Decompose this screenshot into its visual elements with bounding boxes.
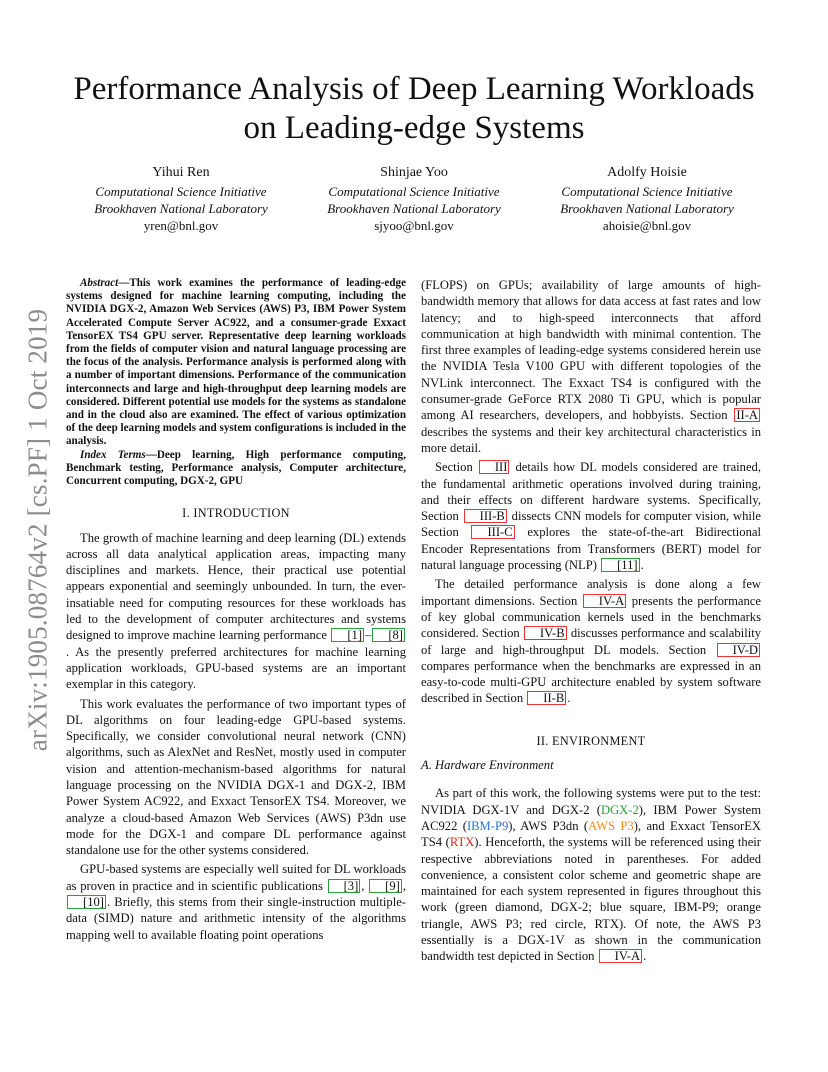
abstract-label: Abstract: [80, 277, 119, 289]
author-institution: Brookhaven National Laboratory: [560, 201, 734, 216]
left-column: [66, 277, 406, 946]
citation-link[interactable]: [8]: [372, 628, 405, 642]
author-name: Adolfy Hoisie: [607, 165, 687, 180]
intro-paragraph-2: This work evaluates the performance of two important types of DL algorithms on four leading-edge GPU-based systems. Specifically, we consider convolutional neural network (CNN) algorithms, such as AlexNet and ResNet, mostly used in computer vision and attention-mechanism-based algorithms for natural language processing on the NVIDIA DGX-1 and DGX-2, IBM Power System AC922, and Exxact TensorEX TS4. Moreover, we analyze a cloud-based Amazon Web Services (AWS) P3dn use mode for the DGX-1 and compare DL performance against standalone use for the other systems considered.: [66, 696, 406, 858]
right-column: [421, 277, 761, 968]
intro-paragraph-5: [421, 576, 761, 706]
text-run: ), IBM Power System AC922 (: [421, 802, 761, 833]
section-link[interactable]: II-B: [527, 691, 566, 705]
author-affiliation: Computational Science Initiative: [561, 184, 733, 199]
section-link[interactable]: III: [479, 460, 510, 474]
author-affiliation: Computational Science Initiative: [328, 184, 500, 199]
environment-paragraph-1: [421, 785, 761, 964]
text-run: .: [640, 558, 644, 573]
system-label-aws-p3: AWS P3: [588, 818, 634, 833]
text-run: dissects CNN models for computer vision, while Section: [421, 509, 761, 540]
citation-link[interactable]: [11]: [601, 558, 640, 572]
section-link[interactable]: IV-A: [599, 949, 642, 963]
author-3: [532, 164, 762, 234]
text-run: Section: [435, 460, 478, 475]
text-run: ,: [402, 878, 406, 893]
citation-link[interactable]: [9]: [369, 879, 402, 893]
subsection-heading-hardware: A. Hardware Environment: [421, 758, 554, 773]
section-link[interactable]: IV-A: [583, 594, 626, 608]
title-line-2: on Leading-edge Systems: [243, 110, 585, 146]
author-name: Yihui Ren: [152, 165, 210, 180]
abstract-text: —This work examines the performance of leading-edge systems designed for machine learning computing, including the NVIDIA DGX-2, Amazon Web Services (AWS) P3, IBM Power System Accelerated Compute Server AC922, and a consumer-grade Exxact TensorEX TS4 GPU server. Representative deep learning workloads from the fields of computer vision and natural language processing are the focus of the analysis. Performance analysis is performed along with a number of important dimensions. Performance of the communication interconnects and large and high-throughput deep learning models are considered. Different potential use models for the systems as standalone and in the cloud also are examined. The effect of various optimization of the deep learning models and system configurations is included in the analysis.: [66, 277, 406, 448]
author-1: [66, 164, 296, 234]
index-terms: [66, 449, 406, 489]
text-run: The growth of machine learning and deep learning (DL) extends across all data analytical application areas, impacting many disciplines and markets. Hence, their practical use potential appears exponential and seemingly unbounded. In turn, the ever-insatiable need for computing resources for these workloads has led to the development of computer architectures and systems designed to improve machine learning performance: [66, 530, 406, 643]
paper-title: [40, 70, 788, 148]
section-link[interactable]: II-A: [736, 408, 758, 423]
system-label-ibm-p9: IBM-P9: [466, 818, 509, 833]
text-run: (FLOPS) on GPUs; availability of large amounts of high-bandwidth memory that allows for data access at fast rates and low latency; and to high-speed interconnects that afford communication at high bandwidth with minimal contention. The first three examples of leading-edge systems considered herein use the NVIDIA Tesla V100 GPU with different topologies of the NVLink interconnect. The Exxact TS4 is configured with the consumer-grade GeForce RTX 2080 Ti GPU, which is popular among AI researchers, developers, and hobbyists. Section: [421, 278, 761, 423]
text-run: ), and Exxact TensorEX TS4 (: [421, 818, 761, 850]
system-label-rtx: RTX: [449, 835, 475, 850]
author-email[interactable]: sjyoo@bnl.gov: [374, 218, 454, 233]
section-link[interactable]: IV-B: [524, 626, 567, 640]
title-line-1: Performance Analysis of Deep Learning Workloads: [73, 71, 755, 107]
intro-paragraph-3: [66, 861, 406, 942]
text-run: presents the performance of key global communication kernels used in the benchmarks considered. Section: [421, 593, 761, 641]
text-run: compares performance when the benchmarks are expressed in an easy-to-code multi-GPU architecture enabled by system software described in Section: [421, 658, 761, 706]
section-link[interactable]: III-C: [471, 525, 514, 539]
abstract: [66, 277, 406, 449]
index-terms-text: —Deep learning, High performance computing, Benchmark testing, Performance analysis, Computer architecture, Concurrent computing, DGX-2, GPU: [66, 448, 406, 488]
citation-link[interactable]: [3]: [328, 879, 361, 893]
author-email[interactable]: ahoisie@bnl.gov: [602, 218, 692, 233]
text-run: . As the presently preferred architectures for machine learning application workloads, GPU-based systems are an important exemplar in this category.: [66, 644, 406, 692]
section-heading-environment: II. ENVIRONMENT: [536, 733, 646, 748]
intro-paragraph-3-continued: [421, 277, 761, 456]
intro-paragraph-1: [66, 530, 406, 693]
text-run: GPU-based systems are especially well suited for DL workloads as proven in practice and in scientific publications: [66, 862, 406, 893]
arxiv-identifier-text: arXiv:1905.08764v2 [cs.PF] 1 Oct 2019: [22, 308, 53, 752]
text-run: ), AWS P3dn (: [508, 818, 589, 833]
text-run: .: [567, 691, 571, 706]
text-run: As part of this work, the following systems were put to the test: NVIDIA DGX-1V and DGX-2 (: [421, 786, 761, 817]
text-run: ). Henceforth, the systems will be referenced using their respective abbreviations noted in parentheses. For added convenience, a consistent color scheme and geometric shape are maintained for each system represented in figures throughout this work (green diamond, DGX-2; blue square, IBM-P9; orange triangle, AWS P3; red circle, RTX). Of note, the AWS P3 essentially is a DGX-1V as shown in the communication bandwidth test depicted in Section: [421, 835, 761, 964]
system-label-dgx2: DGX-2: [600, 802, 639, 817]
author-block: [66, 164, 762, 234]
section-link[interactable]: III-B: [464, 509, 507, 523]
intro-paragraph-4: [421, 459, 761, 573]
author-affiliation: Computational Science Initiative: [95, 184, 267, 199]
citation-link[interactable]: [1]: [331, 628, 364, 642]
section-heading-introduction: I. INTRODUCTION: [182, 506, 290, 521]
text-run: ,: [361, 878, 369, 893]
author-name: Shinjae Yoo: [380, 165, 448, 180]
author-email[interactable]: yren@bnl.gov: [143, 218, 219, 233]
author-institution: Brookhaven National Laboratory: [327, 201, 501, 216]
text-run: .: [643, 949, 647, 964]
author-institution: Brookhaven National Laboratory: [94, 201, 268, 216]
text-run: explores the state-of-the-art Bidirectional Encoder Representations from Transformers (BERT) model for natural language processing (NLP): [421, 525, 761, 573]
text-run: discusses performance and scalability of large and high-throughput DL models. Section: [421, 626, 761, 657]
arxiv-identifier: [17, 300, 59, 760]
section-link[interactable]: IV-D: [717, 643, 760, 657]
text-run: The detailed performance analysis is done along a few important dimensions. Section: [421, 577, 761, 608]
text-run: details how DL models considered are trained, the fundamental arithmetic operations involved during training, and their effects on different hardware systems. Specifically, Section: [421, 460, 761, 524]
citation-link[interactable]: [10]: [67, 895, 106, 909]
text-run: describes the systems and their key architectural characteristics in more detail.: [421, 424, 761, 455]
author-2: [299, 164, 529, 234]
text-run: –: [365, 628, 372, 643]
index-terms-label: Index Terms: [80, 448, 146, 461]
text-run: . Briefly, this stems from their single-instruction multiple-data (SIMD) nature and arithmetic intensity of the algorithms mapping well to available floating point operations: [66, 895, 406, 942]
